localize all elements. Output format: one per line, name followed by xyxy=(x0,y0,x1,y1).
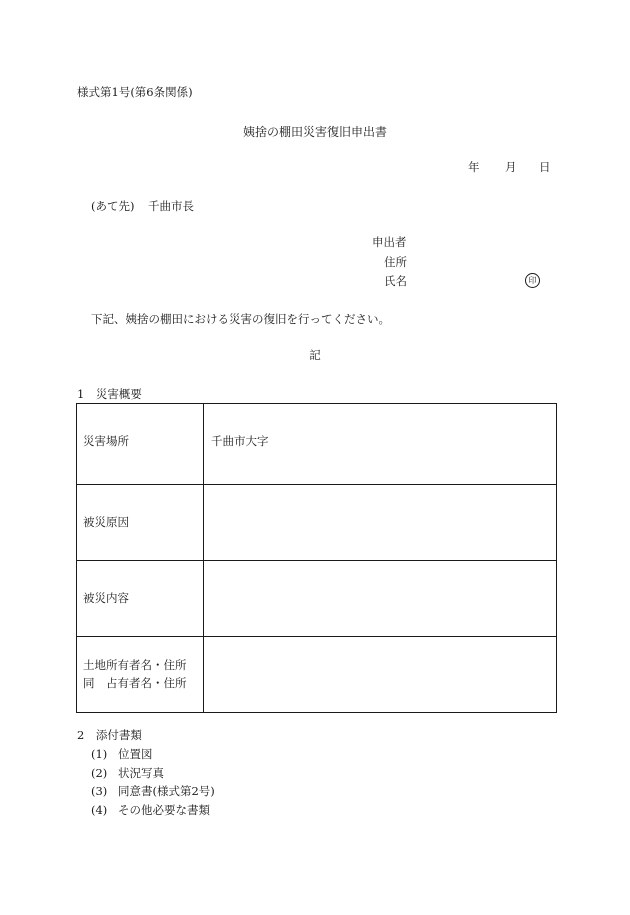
section1-heading: 1 災害概要 xyxy=(77,387,142,401)
value-owner-occupant[interactable] xyxy=(204,637,557,713)
attachment-item xyxy=(91,748,153,762)
date-year-label: 年 xyxy=(468,160,480,174)
table-row xyxy=(77,485,557,561)
document-title: 姨捨の棚田災害復旧申出書 xyxy=(242,125,387,139)
label-line: 災害場所 xyxy=(83,433,129,448)
attachment-item xyxy=(91,785,215,799)
addressee-label: (あて先) xyxy=(91,199,135,213)
applicant-heading: 申出者 xyxy=(372,235,407,249)
form-number: 様式第1号(第6条関係) xyxy=(77,85,193,99)
attachment-text: 位置図 xyxy=(118,747,153,761)
attachment-number: (4) xyxy=(91,803,108,817)
ki-heading: 記 xyxy=(309,348,321,362)
applicant-address-label: 住所 xyxy=(384,255,407,269)
attachment-item xyxy=(91,804,210,818)
table-row xyxy=(77,637,557,713)
row-label-owner-occupant xyxy=(77,637,204,713)
attachment-number: (3) xyxy=(91,784,108,798)
value-damage-cause[interactable] xyxy=(204,485,557,561)
label-line: 土地所有者名・住所 xyxy=(83,658,187,673)
seal-icon: 印 xyxy=(525,273,540,288)
request-sentence: 下記、姨捨の棚田における災害の復旧を行ってください。 xyxy=(91,312,390,326)
section2-heading: 2 添付書類 xyxy=(77,728,142,742)
attachment-item xyxy=(91,767,164,781)
row-label-damage-cause xyxy=(77,485,204,561)
row-label-disaster-location xyxy=(77,404,204,485)
attachment-text: 状況写真 xyxy=(118,766,164,780)
date-day-label: 日 xyxy=(539,160,551,174)
attachment-text: 同意書(様式第2号) xyxy=(118,784,215,798)
date-month-label: 月 xyxy=(505,160,517,174)
label-line: 被災原因 xyxy=(83,514,129,529)
applicant-name-label: 氏名 xyxy=(384,274,407,288)
attachment-text: その他必要な書類 xyxy=(118,803,210,817)
disaster-overview-table xyxy=(76,403,557,713)
attachment-number: (1) xyxy=(91,747,108,761)
row-label-damage-details xyxy=(77,561,204,637)
addressee-name: 千曲市長 xyxy=(148,199,194,213)
label-line: 同 占有者名・住所 xyxy=(83,675,187,690)
table-row xyxy=(77,404,557,485)
label-line: 被災内容 xyxy=(83,590,129,605)
value-damage-details[interactable] xyxy=(204,561,557,637)
attachment-number: (2) xyxy=(91,766,108,780)
value-disaster-location[interactable]: 千曲市大字 xyxy=(204,404,557,485)
table-row xyxy=(77,561,557,637)
